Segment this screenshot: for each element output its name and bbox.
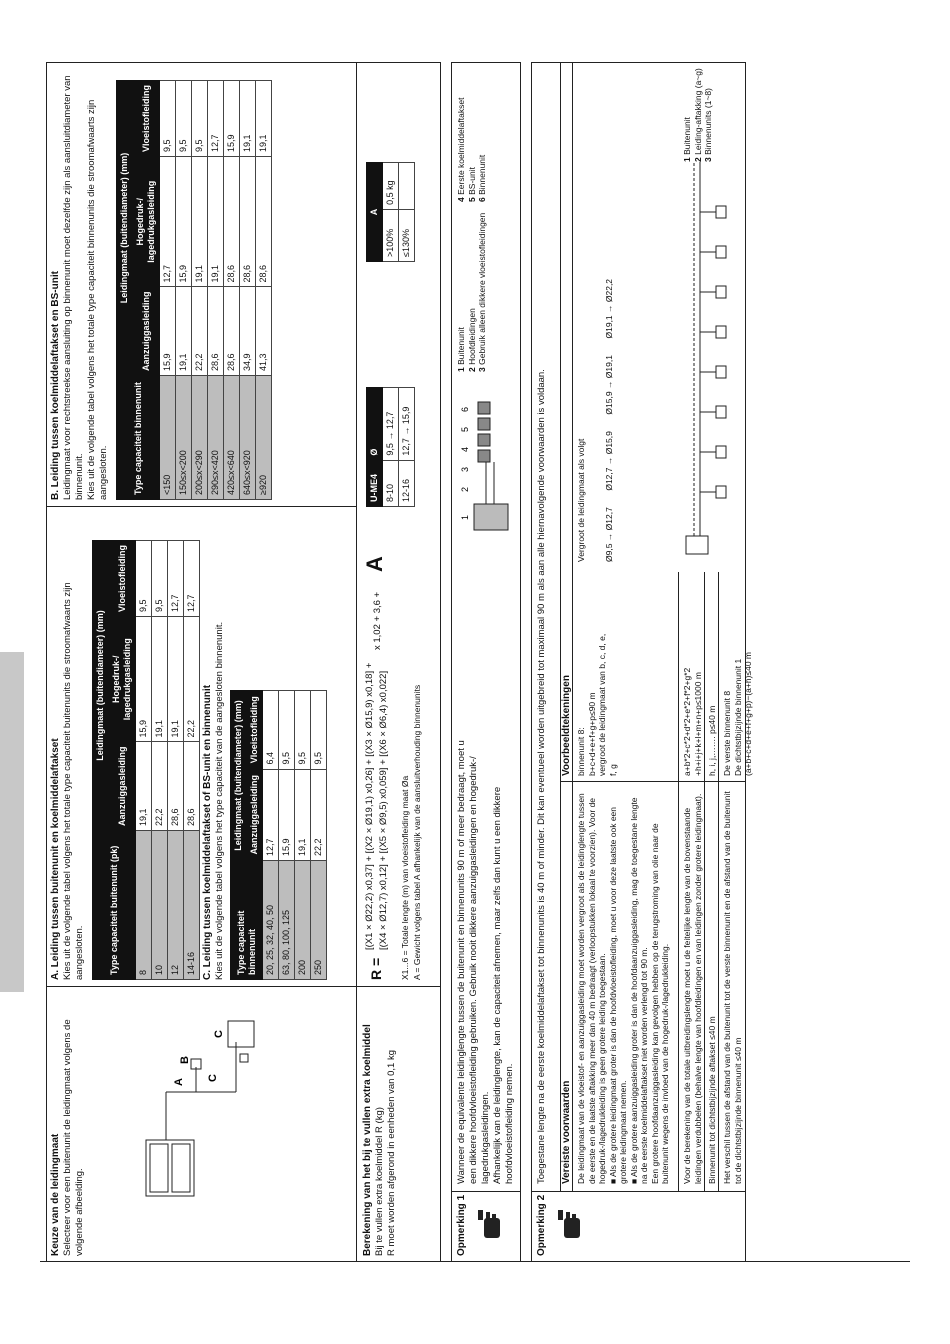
svg-text:3: 3 [460,466,470,472]
page-title: Keuze van de leidingmaat [50,1133,61,1256]
section-b-intro-3: Kies uit de volgende tabel volgens het totale type capaciteit binnenunits die stroomafwaarts zijn [86,99,97,500]
col-liquid: Vloeistofleiding [133,81,160,157]
example-1: binnenunit 8: b+c+d+e+f+g+p≤90 m vergroot de leidingmaat van b, c, d, e, f, g [576,633,618,776]
example-2: a+b*2+c*2+d*2+e*2+f*2+g*2 +h+i+j+k+l+m+n+p≤1000 m [682,667,703,776]
hand-pointer-icon [472,1208,506,1242]
svg-text:4: 4 [460,446,470,452]
remark-1-line: hoofdvloeistofleiding nemen. [504,1063,515,1184]
condition-2: Voor de berekening van de totale uitbreidingslengte moet u de feitelijke lengte van de bovenstaande leidingen verdubbelen (behalve lengte van hoofdleidingen en van leidingen zonder grotere leidingmaat). [682,793,703,1184]
note-a: A = Gewicht volgens tabel A afhankelijk van de aansluitverhouding binnenunits [412,684,422,980]
col-liquid: Vloeistofleiding [247,691,263,770]
note-x: X1...6 = Totale lengte (m) van vloeistofleiding maat Øa [400,775,410,980]
table-section-a [92,540,200,980]
col-liquid: Vloeistofleiding [109,541,136,617]
remark-1-legend-2: 4 Eerste koelmiddelaftakset 5 BS-unit 6 Binnenunit [456,97,487,202]
table-row: 200 19,1 9,5 [295,691,311,980]
col-gas: Aanzuiggasleiding [247,769,263,860]
remark-2-label: Opmerking 2 [536,1194,547,1256]
svg-text:5: 5 [460,426,470,432]
table-a-weight [366,162,415,262]
example-1-sizes: Ø9,5 → Ø12,7 Ø12,7 → Ø15,9 Ø15,9 → Ø19,1 Ø19,1 → Ø22,2 [604,278,614,562]
refrigerant-line-1: Bij te vullen extra koelmiddel R (kg) [374,1107,385,1256]
remark-1-line: een dikkere hoofdvloeistofleiding gebruiken. Gebruik nooit dikkere aanzuiggasleidingen en hogedruk-/ [468,756,479,1184]
remark-1-legend: 1 Buitenunit 2 Hoofdleidingen 3 Gebruik alleen dikkere vloeistofleidingen [456,212,487,372]
condition-1: De leidingmaat van de vloeistof- en aanzuiggasleiding moet worden vergroot als de leidinglengte tussen de eerste en de laatste aftakking meer dan 40 m bedraagt (verloopstukken lokaal te voorzien). Voor de hogedruk-/lagedrukleiding is geen grotere leiding toegestaan. ■ Als de grotere leidingmaat groter is dan de hoofdvloeistofleiding, moet u voor deze laatste ook een grotere leidingmaat nemen. ■ Als de grotere aanzuiggasleiding groter is dan de hoofdaanzuiggasleiding, mag de toegestane lengte na de eerste koelmiddelaftakset niet worden verlengd tot 90 m. Een grotere hoofdaanzuiggasleiding kan gevolgen hebben op de terugstroming van olie naar de buitenunit wegens de invloed van de hogedruk-/lagedrukleiding. [576,793,670,1184]
col-group: Leidingmaat (buitendiameter) (mm) [117,81,133,376]
a-head: A [367,163,383,262]
section-a-intro-1: Kies uit de volgende tabel volgens het totale type capaciteit buitenunits die stroomafwaarts zijn [62,582,73,980]
diameter-head: Ø [367,388,383,461]
table-row: <150 15,9 12,7 9,5 [160,81,176,500]
col-examples: Voorbeeldtekeningen [561,675,572,776]
table-row: 250 22,2 9,5 [311,691,327,980]
svg-text:2: 2 [460,486,470,492]
refrigerant-line-2: R moet worden afgerond in eenheden van 0,1 kg [386,1050,397,1256]
condition-3: Binnenunit tot dichtstbijzijnde aftakset ≤40 m [707,1016,717,1184]
col-type: Type capaciteit binnenunit [117,376,160,500]
table-row: >100% 0,5 kg [383,163,399,262]
label-c: C [207,1074,219,1082]
table-row: 290≤x<420 28,6 19,1 12,7 [208,81,224,500]
remark-1-line: Wanneer de equivalente leidinglengte tussen de buitenunit en binnenunits 90 m of meer bedraagt, moet u [456,740,467,1184]
example-3: h, i, j,……. p≤40 m [707,705,717,776]
col-type: Type capaciteit buitenunit (pk) [93,831,136,980]
col-group: Leidingmaat (buitendiameter) (mm) [93,541,109,831]
table-row: 8 19,1 15,9 9,5 [136,541,152,980]
table-row: 63, 80, 100, 125 15,9 9,5 [279,691,295,980]
intro-line-2: volgende afbeelding. [74,1168,85,1256]
remark-2-intro: Toegestane lengte na de eerste koelmiddelaftakset tot binnenunits is 40 m of minder. Dit kan eventueel worden uitgebreid tot maximaal 90 m als aan alle hiernavolgende voorwaarden is voldaan. [536,369,547,1184]
svg-text:1: 1 [460,514,470,520]
table-section-b [116,80,272,500]
formula-line-1: [(X1 × Ø22,2) x0,37] + [(X2 × Ø19,1) x0,26] + [(X3 × Ø15,9) x0,18] + [364,662,375,950]
table-row: ≥920 41,3 28,6 19,1 [256,81,272,500]
formula-tail: x 1,02 + 3,6 + [372,591,383,650]
label-a: A [173,1078,185,1086]
table-row: 150≤x<200 19,1 15,9 9,5 [176,81,192,500]
col-group: Leidingmaat (buitendiameter) (mm) [231,691,247,861]
section-b-intro-1: Leidingmaat voor rechtstreekse aansluiting op binnenunit moet dezelfde zijn als aansluitdiameter van [62,75,73,500]
col-suction: Aanzuiggasleiding [133,287,160,376]
condition-4: Het verschil tussen de afstand van de buitenunit tot de verste binnenunit en de afstand van de buitenunit tot de dichtstbijzijnde binnenunit ≤40 m [722,791,743,1184]
example-4: De verste binnenunit 8 De dichtstbijzijnde binnenunit 1 (a+b+c+d+e+f+g+p)−(a+h)≤40 m [722,652,753,776]
table-row: 10 22,2 19,1 9,5 [152,541,168,980]
table-row: 200≤x<290 22,2 19,1 9,5 [192,81,208,500]
section-b-title: B. Leiding tussen koelmiddelaftakset en BS-unit [50,271,61,500]
remark-1-diagram [456,382,516,532]
label-b: B [179,1056,191,1064]
table-section-c [230,690,327,980]
formula-r: R = [368,957,384,980]
ume-head: U-ME4 [367,460,383,506]
section-c-intro: Kies uit de volgende tabel volgens het type capaciteit van de aangesloten binnenunit. [214,621,225,980]
remark-1-line: lagedrukgasleidingen. [480,1091,491,1184]
formula-line-2: [(X4 × Ø12,7) x0,12] + [(X5 × Ø9,5) x0,059] + [(X6 × Ø6,4) x0,022] [378,670,389,950]
table-row: 8-10 9,5 → 12,7 [383,388,399,507]
section-a-title: A. Leiding tussen buitenunit en koelmiddelaftakset [50,738,61,980]
table-row: 20, 25, 32, 40, 50 12,7 6,4 [263,691,279,980]
label-c2: C [213,1030,225,1038]
remark-1-label: Opmerking 1 [456,1194,467,1256]
example-1-right-title: Vergroot de leidingmaat als volgt [576,438,586,562]
col-suction: Aanzuiggasleiding [109,742,136,831]
table-row: 12-16 12,7 → 15,9 [399,388,415,507]
piping-layout-diagram [136,1002,296,1202]
section-b-intro-4: aangesloten. [98,445,109,500]
section-side-tab [0,652,24,992]
col-conditions: Vereiste voorwaarden [561,1080,572,1184]
section-c-title: C. Leiding tussen koelmiddelaftakset of BS-unit en binnenunit [202,684,213,980]
table-row: ≤130% [399,163,415,262]
section-a-intro-2: aangesloten. [74,925,85,980]
table-row: 420≤x<640 28,6 28,6 15,9 [224,81,240,500]
table-row: 640≤x<920 34,9 28,6 19,1 [240,81,256,500]
col-type: Type capaciteit binnenunit [231,861,263,980]
remark-2-fig-legend: 1 Buitenunit 2 Leiding-aftakking (a~g) 3 Binnenunits (1~8) [682,68,713,162]
formula-a: A [362,556,387,572]
svg-text:6: 6 [460,406,470,412]
col-hp: Hogedruk-/ lagedrukgasleiding [133,157,160,287]
section-b-intro-2: binnenunit. [74,453,85,500]
col-hp: Hogedruk-/ lagedrukgasleiding [109,617,136,742]
table-ume [366,387,415,507]
refrigerant-title: Berekening van het bij te vullen extra koelmiddel [362,1024,373,1256]
rotated-manual-page [46,62,946,1262]
table-row: 12 28,6 19,1 12,7 [168,541,184,980]
remark-1-line: Afhankelijk van de leidinglengte, kan de capaciteit afnemen, maar zelfs dan kunt u een dikkere [492,786,503,1184]
table-row: 14-16 28,6 22,2 12,7 [184,541,200,980]
hand-pointer-icon [552,1208,586,1242]
intro-line-1: Selecteer voor een buitenunit de leidingmaat volgens de [62,1019,73,1256]
branch-layout-diagram [646,142,736,562]
